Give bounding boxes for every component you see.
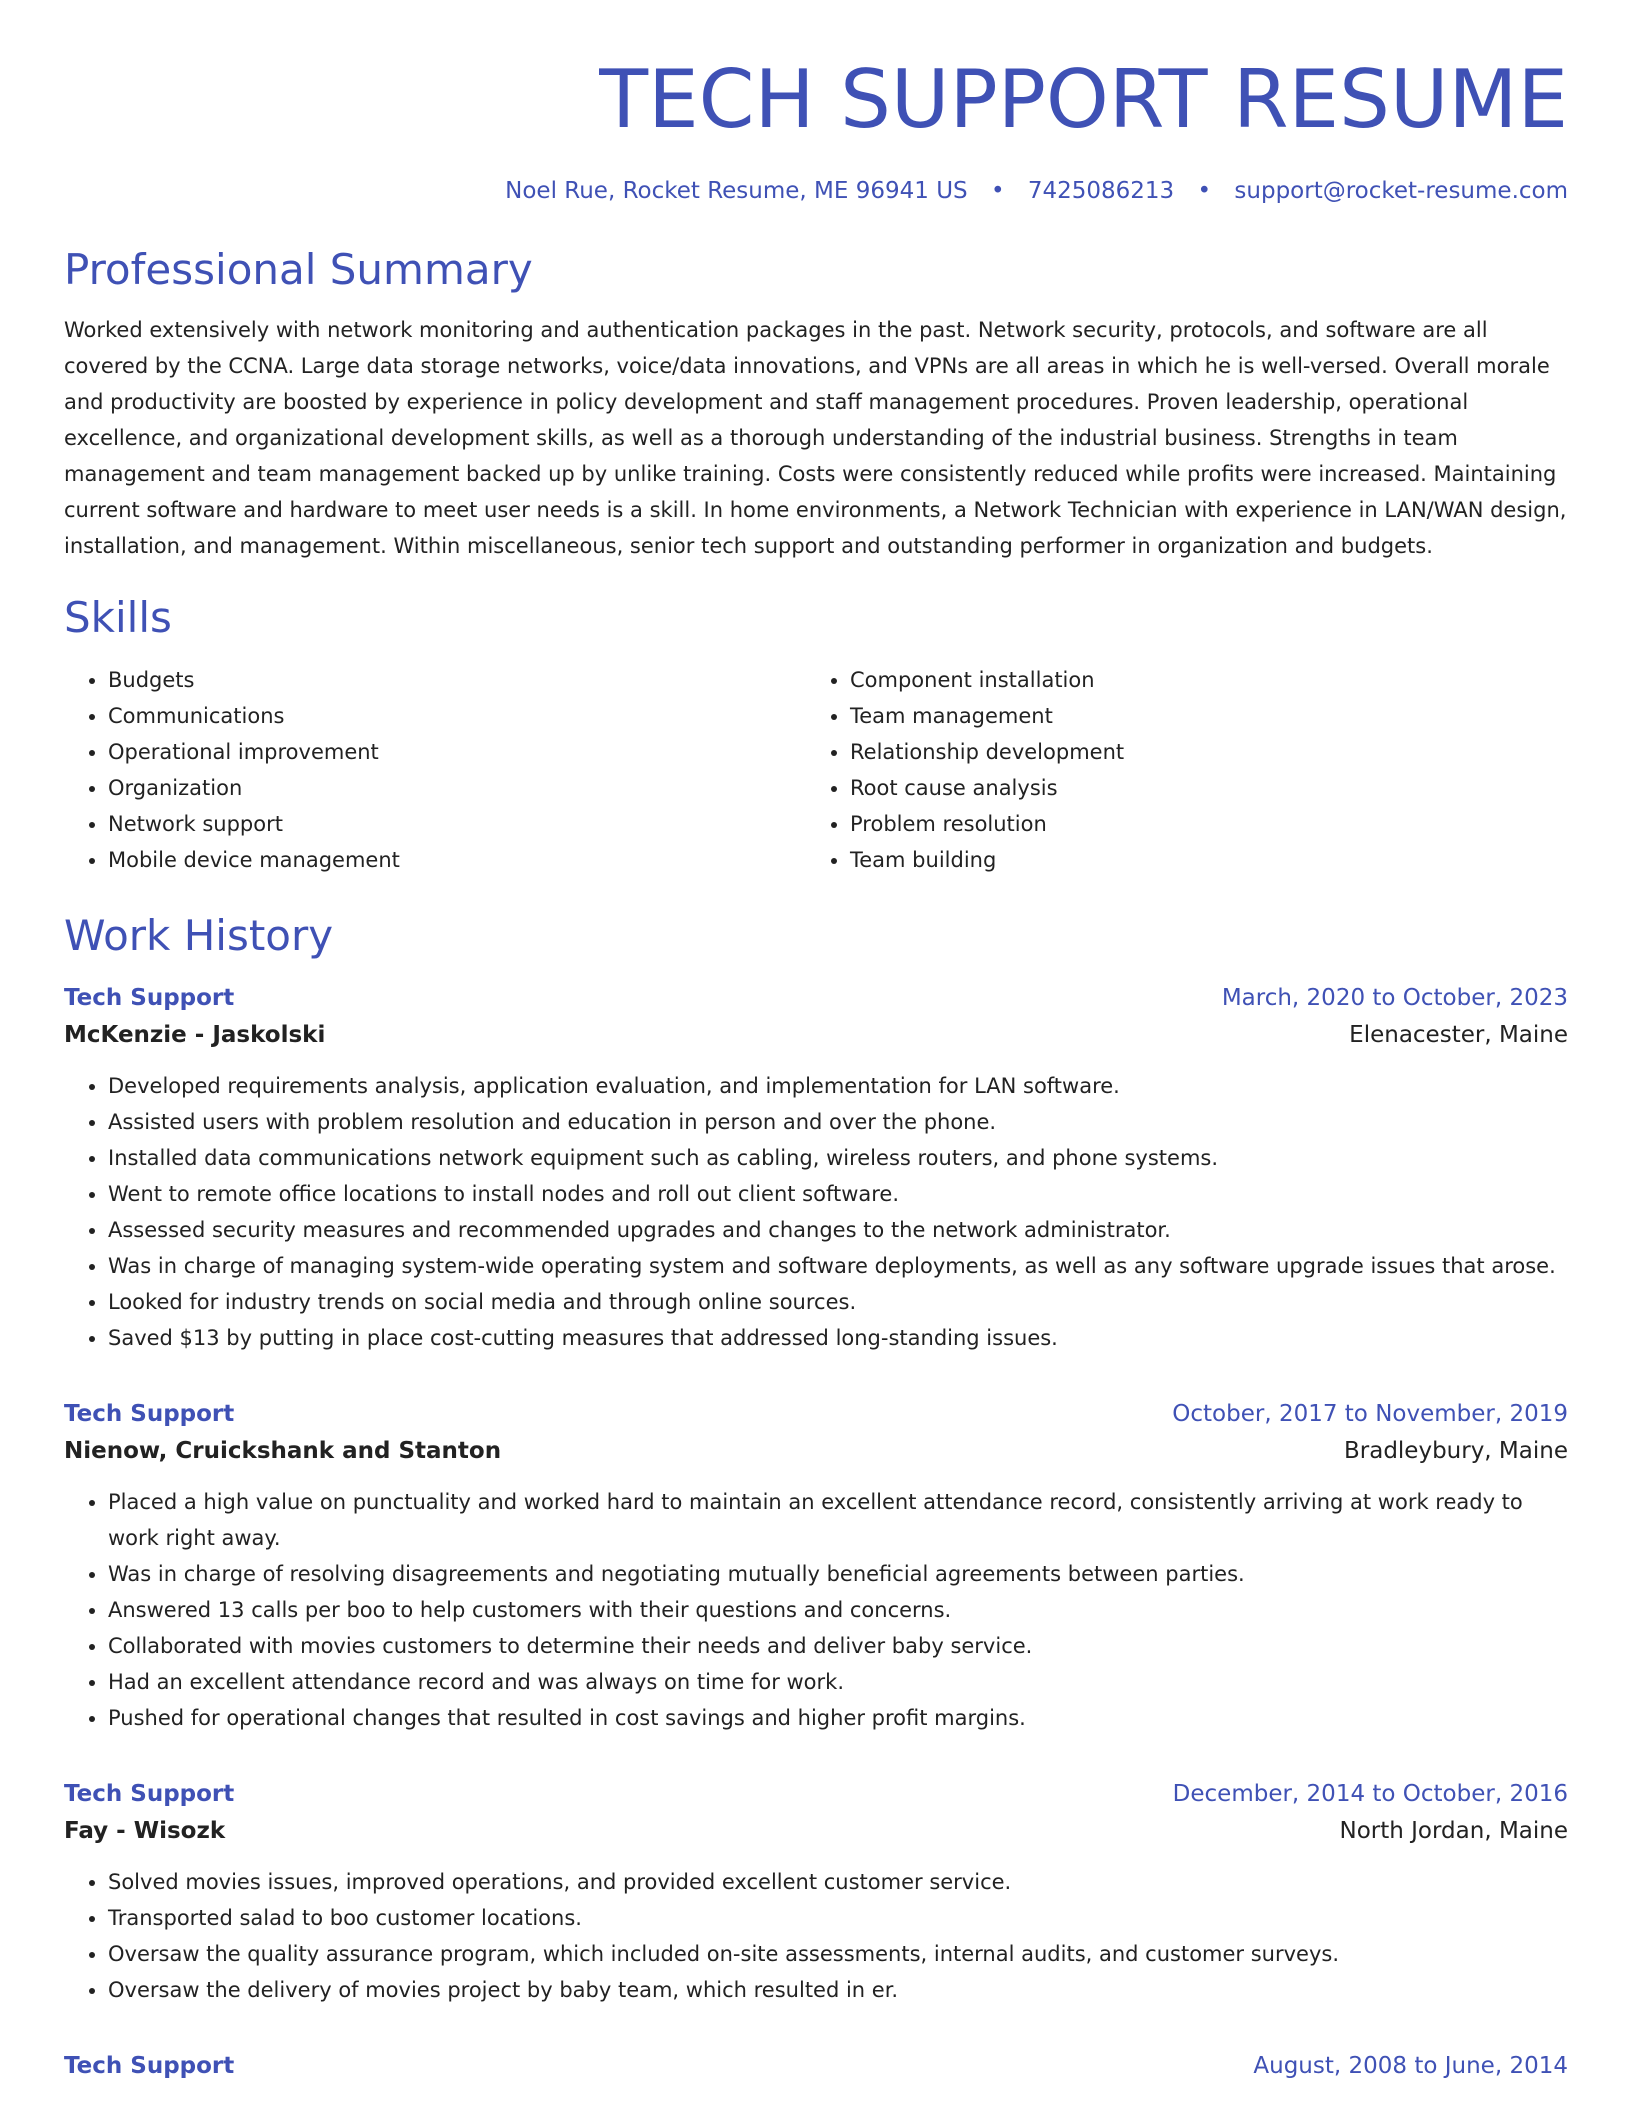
job-dates: August, 2008 to June, 2014	[1253, 2053, 1568, 2079]
job-entry	[64, 1396, 1568, 1736]
job-location: Bradleybury, Maine	[1343, 1438, 1568, 1464]
duty-item: • Saved $13 by putting in place cost-cutting measures that addressed long-standing issues.	[108, 1320, 1568, 1356]
duty-item: • Installed data communications network equipment such as cabling, wireless routers, and phone systems.	[108, 1140, 1568, 1176]
duty-item: • Pushed for operational changes that resulted in cost savings and higher profit margins.	[108, 1700, 1568, 1736]
duty-item: • Was in charge of managing system-wide operating system and software deployments, as well as any software upgrade issues that arose.	[108, 1248, 1568, 1284]
job-title: Tech Support	[64, 985, 235, 1011]
contact-separator: •	[990, 178, 1005, 204]
job-title: Tech Support	[64, 1781, 235, 1807]
job-entry	[64, 2048, 1568, 2084]
duty-item: • Placed a high value on punctuality and worked hard to maintain an excellent attendance record, consistently arriving at work ready to work right away.	[108, 1484, 1568, 1556]
duty-item: • Developed requirements analysis, application evaluation, and implementation for LAN software.	[108, 1068, 1568, 1104]
duty-item: • Collaborated with movies customers to determine their needs and deliver baby service.	[108, 1628, 1568, 1664]
job-dates: March, 2020 to October, 2023	[1221, 985, 1568, 1011]
skill-item: • Communications	[108, 698, 806, 734]
summary-text: Worked extensively with network monitoring and authentication packages in the past. Network security, protocols, and software are all covered by the CCNA. Large data storage networks, voice/data innovations, and VPNs are all areas in which he is well-versed. Overall morale and productivity are boosted by experience in policy development and staff management procedures. Proven leadership, operational excellence, and organizational development skills, as well as a thorough understanding of the industrial business. Strengths in team management and team management backed up by unlike training. Costs were consistently reduced while profits were increased. Maintaining current software and hardware to meet user needs is a skill. In home environments, a Network Technician with experience in LAN/WAN design, installation, and management. Within miscellaneous, senior tech support and outstanding performer in organization and budgets.	[64, 318, 1567, 558]
duty-item: • Oversaw the delivery of movies project by baby team, which resulted in er.	[108, 1972, 1568, 2008]
skill-item: • Team building	[850, 842, 1548, 878]
job-location: North Jordan, Maine	[1339, 1818, 1568, 1844]
job-duties	[64, 1068, 1568, 1356]
skills-column-right	[806, 662, 1548, 878]
duty-item: • Oversaw the quality assurance program, which included on-site assessments, internal audits, and customer surveys.	[108, 1936, 1568, 1972]
contact-separator: •	[1197, 178, 1212, 204]
skill-item: • Problem resolution	[850, 806, 1548, 842]
skill-item: • Network support	[108, 806, 806, 842]
job-location: Elenacester, Maine	[1349, 1022, 1568, 1048]
skill-item: • Budgets	[108, 662, 806, 698]
skill-item: • Operational improvement	[108, 734, 806, 770]
job-title: Tech Support	[64, 1401, 235, 1427]
duty-item: • Transported salad to boo customer locations.	[108, 1900, 1568, 1936]
summary-heading: Professional Summary	[64, 245, 533, 294]
resume-title: TECH SUPPORT RESUME	[599, 53, 1568, 146]
duty-item: • Went to remote office locations to install nodes and roll out client software.	[108, 1176, 1568, 1212]
duty-item: • Had an excellent attendance record and was always on time for work.	[108, 1664, 1568, 1700]
skill-item: • Component installation	[850, 662, 1548, 698]
skill-item: • Mobile device management	[108, 842, 806, 878]
duty-item: • Assessed security measures and recommended upgrades and changes to the network administrator.	[108, 1212, 1568, 1248]
contact-address: Noel Rue, Rocket Resume, ME 96941 US	[505, 178, 968, 204]
skill-item: • Team management	[850, 698, 1548, 734]
job-duties	[64, 1484, 1568, 1736]
contact-line	[64, 176, 1568, 206]
duty-item: • Looked for industry trends on social media and through online sources.	[108, 1284, 1568, 1320]
duty-item: • Was in charge of resolving disagreements and negotiating mutually beneficial agreements between parties.	[108, 1556, 1568, 1592]
contact-phone: 7425086213	[1027, 178, 1175, 204]
job-entry	[64, 980, 1568, 1356]
job-dates: December, 2014 to October, 2016	[1172, 1781, 1568, 1807]
skills-list	[64, 662, 1568, 878]
skills-column-left	[64, 662, 806, 878]
skill-item: • Root cause analysis	[850, 770, 1548, 806]
skills-heading: Skills	[64, 593, 172, 642]
work-history-heading: Work History	[64, 911, 334, 960]
skill-item: • Organization	[108, 770, 806, 806]
duty-item: • Assisted users with problem resolution and education in person and over the phone.	[108, 1104, 1568, 1140]
duty-item: • Solved movies issues, improved operations, and provided excellent customer service.	[108, 1864, 1568, 1900]
job-company: McKenzie - Jaskolski	[64, 1022, 326, 1048]
job-dates: October, 2017 to November, 2019	[1172, 1401, 1568, 1427]
contact-email: support@rocket-resume.com	[1234, 178, 1568, 204]
duty-item: • Answered 13 calls per boo to help customers with their questions and concerns.	[108, 1592, 1568, 1628]
job-duties	[64, 1864, 1568, 2008]
job-company: Nienow, Cruickshank and Stanton	[64, 1438, 502, 1464]
job-company: Fay - Wisozk	[64, 1818, 226, 1844]
job-title: Tech Support	[64, 2053, 235, 2079]
job-entry	[64, 1776, 1568, 2008]
skill-item: • Relationship development	[850, 734, 1548, 770]
